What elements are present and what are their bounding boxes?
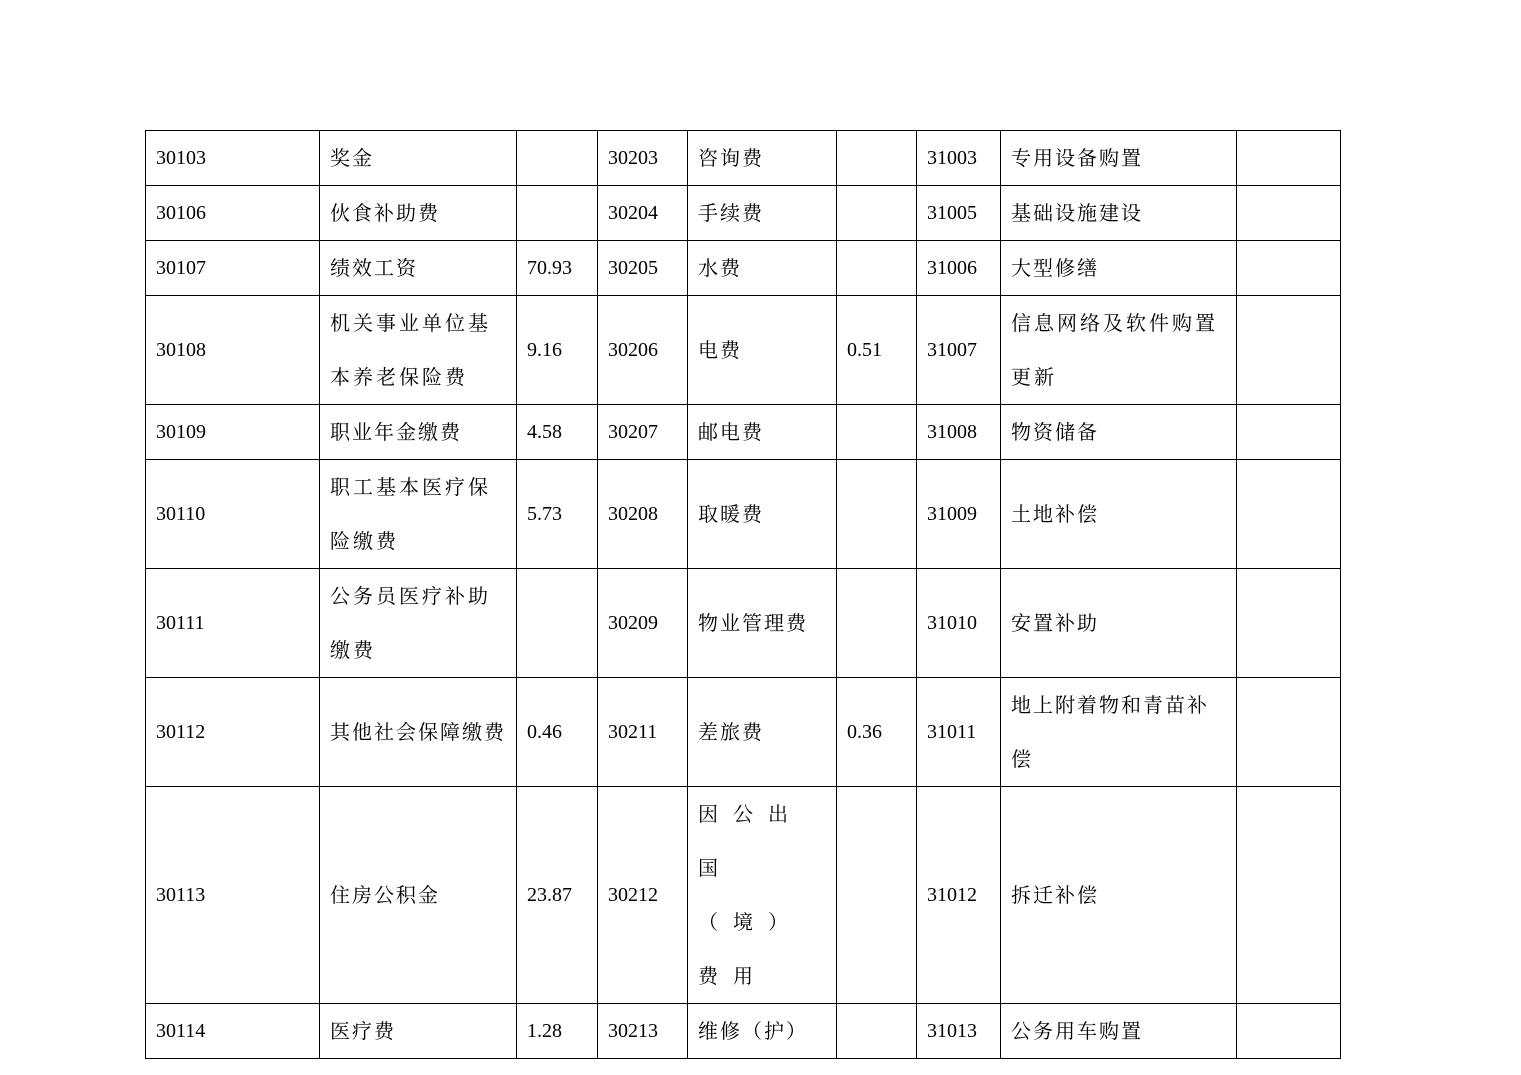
table-row — [146, 186, 1341, 241]
item-name-cell: 基础设施建设 — [1001, 186, 1237, 241]
item-name-cell: 物资储备 — [1001, 405, 1237, 460]
item-name-cell: 伙食补助费 — [320, 186, 517, 241]
code-cell: 31008 — [917, 405, 1001, 460]
item-name-cell: 土地补偿 — [1001, 460, 1237, 569]
code-cell: 30109 — [146, 405, 320, 460]
code-cell: 30208 — [598, 460, 688, 569]
amount-cell — [517, 131, 598, 186]
item-name-cell: 安置补助 — [1001, 569, 1237, 678]
amount-cell — [1237, 241, 1341, 296]
code-cell: 30108 — [146, 296, 320, 405]
amount-cell — [837, 131, 917, 186]
item-name-cell: 差旅费 — [688, 678, 837, 787]
amount-cell — [1237, 569, 1341, 678]
amount-cell — [517, 186, 598, 241]
code-cell: 30103 — [146, 131, 320, 186]
code-cell: 30204 — [598, 186, 688, 241]
amount-cell: 1.28 — [517, 1004, 598, 1059]
amount-cell: 0.36 — [837, 678, 917, 787]
table-row — [146, 241, 1341, 296]
item-name-cell: 公务用车购置 — [1001, 1004, 1237, 1059]
table-row — [146, 1004, 1341, 1059]
item-name-cell: 奖金 — [320, 131, 517, 186]
table-row — [146, 405, 1341, 460]
amount-cell: 4.58 — [517, 405, 598, 460]
amount-cell — [837, 405, 917, 460]
code-cell: 30114 — [146, 1004, 320, 1059]
code-cell: 30205 — [598, 241, 688, 296]
item-name-cell: 职工基本医疗保险缴费 — [320, 460, 517, 569]
item-name-cell: 公务员医疗补助缴费 — [320, 569, 517, 678]
item-name-cell: 因公出国（境）费用 — [688, 787, 837, 1004]
item-name-cell: 专用设备购置 — [1001, 131, 1237, 186]
expenditure-table — [145, 130, 1341, 1059]
code-cell: 31009 — [917, 460, 1001, 569]
item-name-cell: 医疗费 — [320, 1004, 517, 1059]
item-name-cell: 手续费 — [688, 186, 837, 241]
amount-cell — [837, 1004, 917, 1059]
amount-cell: 70.93 — [517, 241, 598, 296]
code-cell: 30106 — [146, 186, 320, 241]
code-cell: 30111 — [146, 569, 320, 678]
table-row — [146, 678, 1341, 787]
amount-cell — [837, 569, 917, 678]
amount-cell — [837, 787, 917, 1004]
item-name-cell: 大型修缮 — [1001, 241, 1237, 296]
code-cell: 31012 — [917, 787, 1001, 1004]
amount-cell — [837, 186, 917, 241]
amount-cell: 9.16 — [517, 296, 598, 405]
amount-cell: 0.46 — [517, 678, 598, 787]
item-name-cell: 电费 — [688, 296, 837, 405]
amount-cell: 23.87 — [517, 787, 598, 1004]
item-name-cell: 信息网络及软件购置更新 — [1001, 296, 1237, 405]
item-name-cell: 水费 — [688, 241, 837, 296]
item-name-cell: 其他社会保障缴费 — [320, 678, 517, 787]
code-cell: 31007 — [917, 296, 1001, 405]
code-cell: 31003 — [917, 131, 1001, 186]
code-cell: 30113 — [146, 787, 320, 1004]
code-cell: 31013 — [917, 1004, 1001, 1059]
table-row — [146, 460, 1341, 569]
code-cell: 30209 — [598, 569, 688, 678]
item-name-cell: 住房公积金 — [320, 787, 517, 1004]
code-cell: 31006 — [917, 241, 1001, 296]
code-cell: 31005 — [917, 186, 1001, 241]
amount-cell — [837, 241, 917, 296]
code-cell: 30211 — [598, 678, 688, 787]
table-row — [146, 787, 1341, 1004]
amount-cell — [1237, 460, 1341, 569]
table-row — [146, 569, 1341, 678]
code-cell: 31010 — [917, 569, 1001, 678]
code-cell: 30212 — [598, 787, 688, 1004]
item-name-cell: 职业年金缴费 — [320, 405, 517, 460]
item-name-cell: 拆迁补偿 — [1001, 787, 1237, 1004]
item-name-cell: 取暖费 — [688, 460, 837, 569]
amount-cell — [1237, 787, 1341, 1004]
item-name-cell: 邮电费 — [688, 405, 837, 460]
amount-cell — [517, 569, 598, 678]
amount-cell — [1237, 1004, 1341, 1059]
code-cell: 30207 — [598, 405, 688, 460]
table-row — [146, 131, 1341, 186]
amount-cell: 0.51 — [837, 296, 917, 405]
code-cell: 30206 — [598, 296, 688, 405]
code-cell: 31011 — [917, 678, 1001, 787]
table-row — [146, 296, 1341, 405]
item-name-cell: 咨询费 — [688, 131, 837, 186]
amount-cell — [1237, 131, 1341, 186]
code-cell: 30112 — [146, 678, 320, 787]
item-name-cell: 物业管理费 — [688, 569, 837, 678]
amount-cell: 5.73 — [517, 460, 598, 569]
amount-cell — [837, 460, 917, 569]
amount-cell — [1237, 296, 1341, 405]
amount-cell — [1237, 678, 1341, 787]
code-cell: 30203 — [598, 131, 688, 186]
code-cell: 30107 — [146, 241, 320, 296]
code-cell: 30213 — [598, 1004, 688, 1059]
item-name-cell: 地上附着物和青苗补偿 — [1001, 678, 1237, 787]
item-name-cell: 维修（护） — [688, 1004, 837, 1059]
code-cell: 30110 — [146, 460, 320, 569]
amount-cell — [1237, 405, 1341, 460]
item-name-cell: 绩效工资 — [320, 241, 517, 296]
amount-cell — [1237, 186, 1341, 241]
item-name-cell: 机关事业单位基本养老保险费 — [320, 296, 517, 405]
